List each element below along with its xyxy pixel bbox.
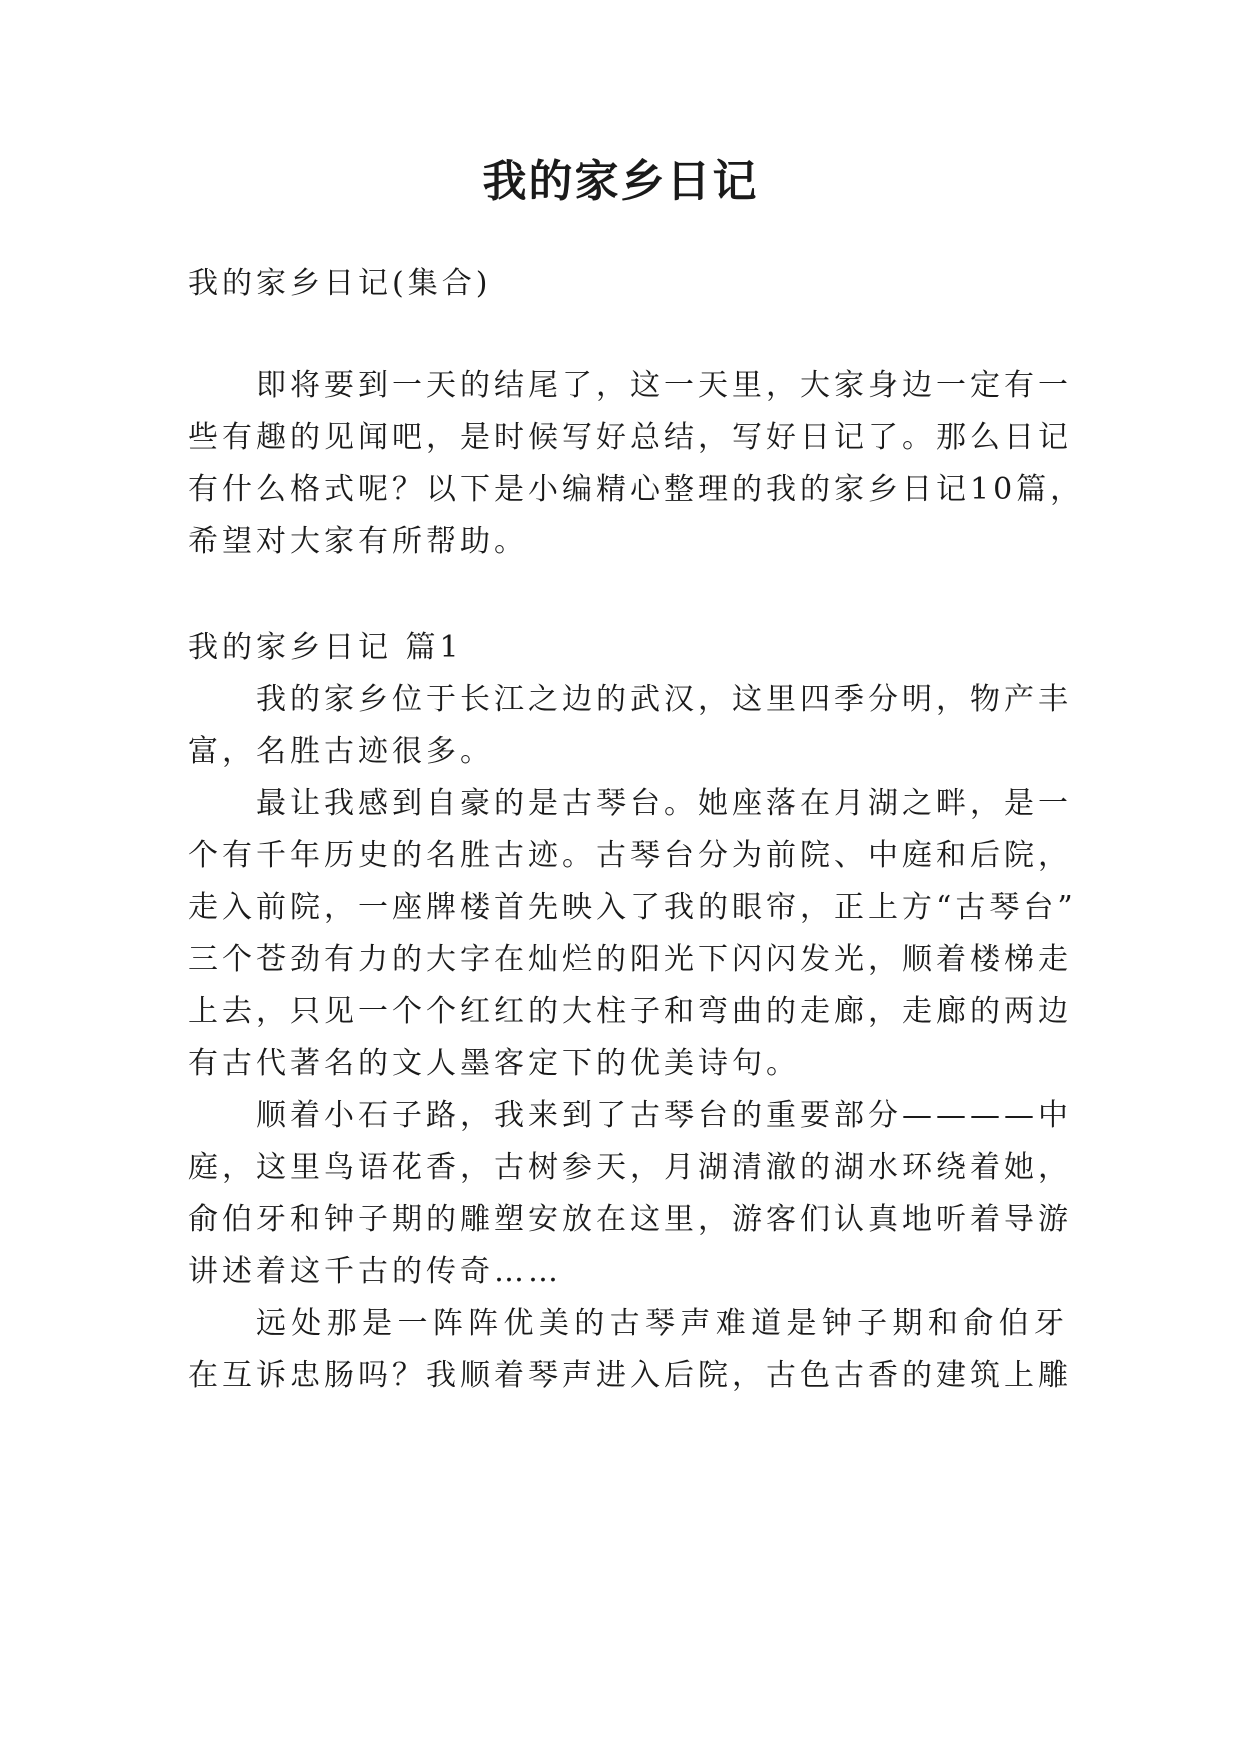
document-subtitle: 我的家乡日记(集合) — [188, 266, 492, 301]
body-line: 走入前院，一座牌楼首先映入了我的眼帘，正上方“古琴台” — [188, 890, 1077, 925]
body-line: 上去，只见一个个红红的大柱子和弯曲的走廊，走廊的两边 — [188, 994, 1072, 1029]
section-heading: 我的家乡日记 篇1 — [188, 630, 463, 665]
intro-line: 希望对大家有所帮助。 — [188, 524, 528, 559]
intro-line: 即将要到一天的结尾了，这一天里，大家身边一定有一 — [256, 368, 1072, 403]
body-line: 三个苍劲有力的大字在灿烂的阳光下闪闪发光，顺着楼梯走 — [188, 942, 1072, 977]
body-line: 俞伯牙和钟子期的雕塑安放在这里，游客们认真地听着导游 — [188, 1202, 1072, 1237]
body-line: 顺着小石子路，我来到了古琴台的重要部分————中 — [256, 1098, 1072, 1133]
document-title: 我的家乡日记 — [482, 156, 759, 207]
body-line: 在互诉忠肠吗？我顺着琴声进入后院，古色古香的建筑上雕 — [188, 1358, 1072, 1393]
body-line: 讲述着这千古的传奇…… — [188, 1254, 562, 1289]
body-line: 个有千年历史的名胜古迹。古琴台分为前院、中庭和后院， — [188, 838, 1072, 873]
body-line: 庭，这里鸟语花香，古树参天，月湖清澈的湖水环绕着她， — [188, 1150, 1072, 1185]
intro-line: 有什么格式呢？以下是小编精心整理的我的家乡日记10篇， — [188, 472, 1085, 507]
body-line: 远处那是一阵阵优美的古琴声难道是钟子期和俞伯牙 — [256, 1306, 1068, 1341]
body-line: 我的家乡位于长江之边的武汉，这里四季分明，物产丰 — [256, 682, 1072, 717]
body-line: 有古代著名的文人墨客定下的优美诗句。 — [188, 1046, 800, 1081]
body-line: 富，名胜古迹很多。 — [188, 734, 494, 769]
intro-line: 些有趣的见闻吧，是时候写好总结，写好日记了。那么日记 — [188, 420, 1072, 455]
body-line: 最让我感到自豪的是古琴台。她座落在月湖之畔，是一 — [256, 786, 1072, 821]
